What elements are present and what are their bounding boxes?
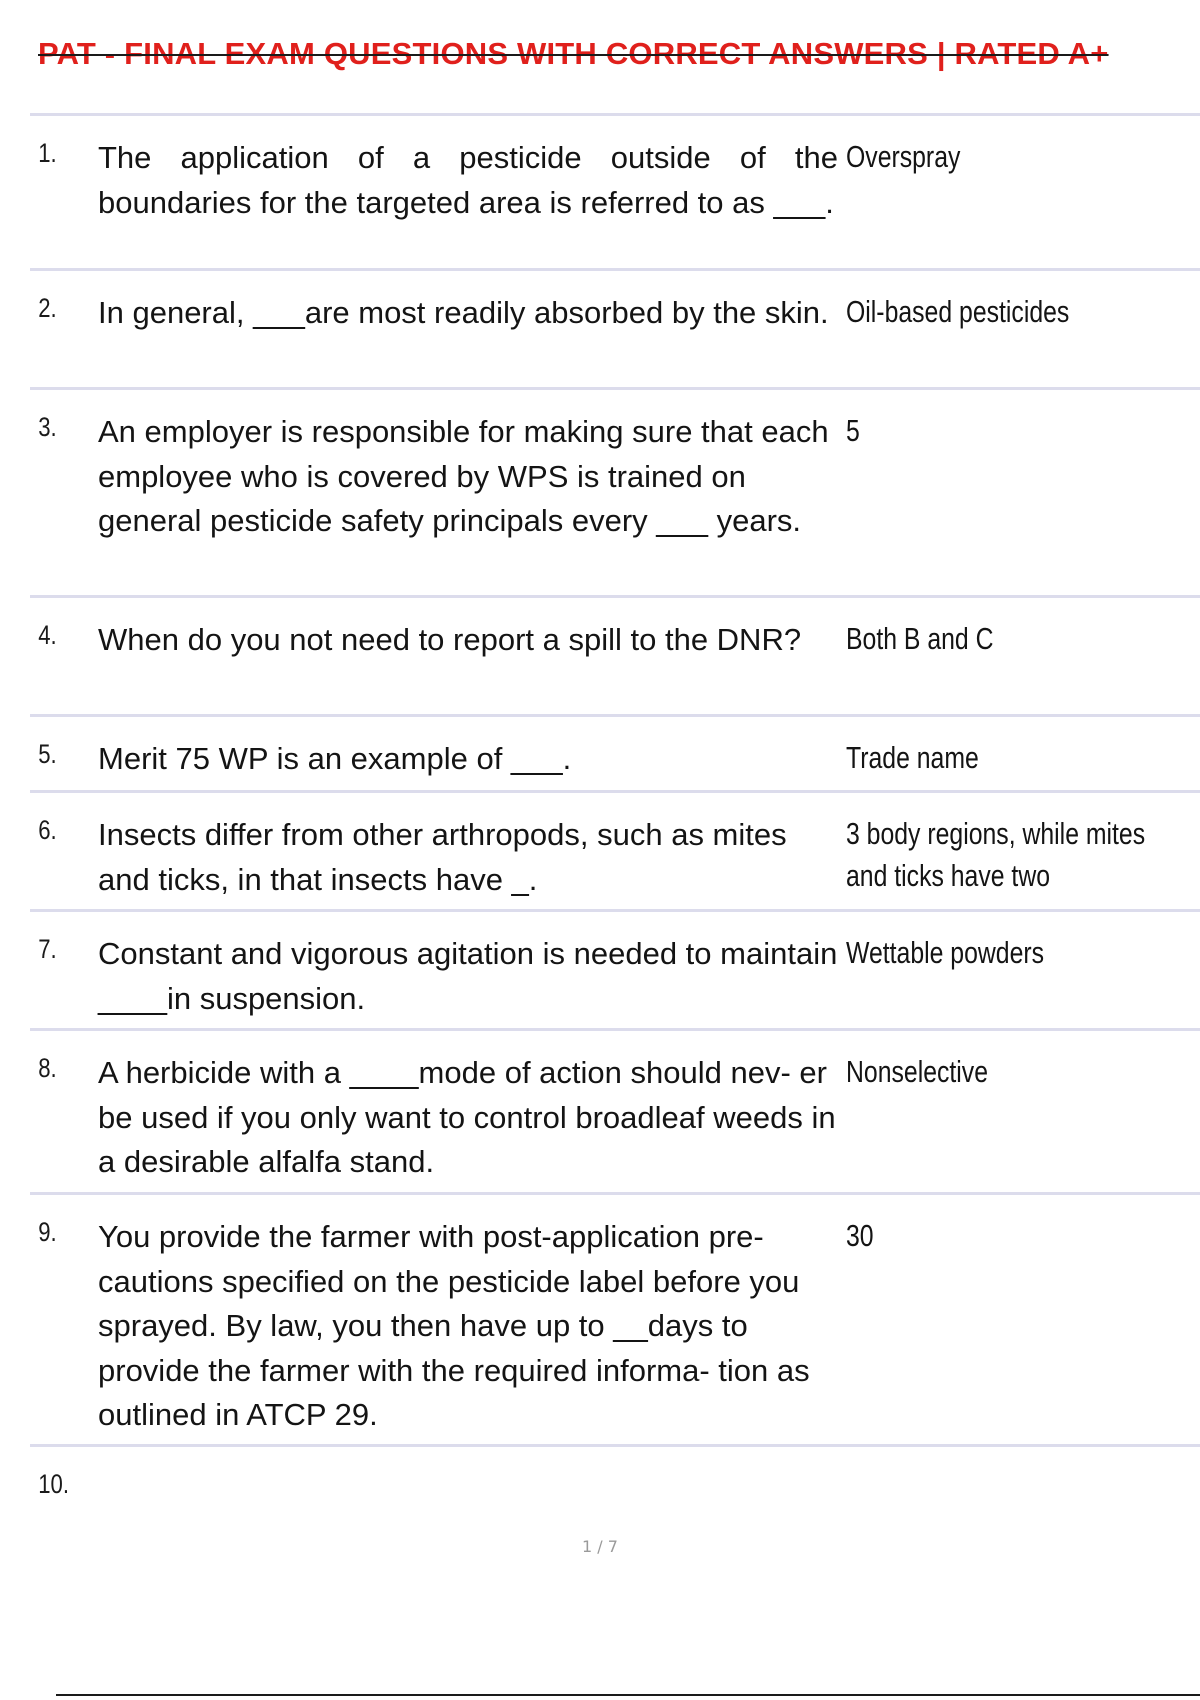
question-text: Merit 75 WP is an example of ___. [98, 741, 572, 776]
answer-value: Overspray [846, 139, 961, 174]
answer-value: 30 [846, 1218, 874, 1253]
qa-row-1 [30, 116, 1200, 271]
answer-text [838, 793, 1200, 909]
answer-text [838, 116, 1200, 268]
answer-value: Trade name [846, 740, 979, 775]
question-number: 8. [38, 1053, 57, 1083]
qa-row-7 [30, 912, 1200, 1031]
answer-text [838, 271, 1200, 387]
question-text [98, 1447, 838, 1517]
question-number: 2. [38, 293, 57, 323]
question-number: 6. [38, 815, 57, 845]
document-title: PAT - FINAL EXAM QUESTIONS WITH CORRECT ANSWERS | RATED A+ [38, 36, 1109, 71]
qa-row-8 [30, 1031, 1200, 1195]
answer-text [838, 912, 1200, 1028]
qa-row-6 [30, 793, 1200, 912]
qa-row-10 [30, 1447, 1200, 1517]
answer-value: Oil-based pesticides [846, 294, 1070, 329]
qa-row-4 [30, 598, 1200, 717]
answer-text [838, 598, 1200, 714]
qa-row-5 [30, 717, 1200, 793]
answer-text [838, 390, 1200, 595]
question-number: 7. [38, 934, 57, 964]
answer-value: 3 body regions, while mites and ticks have two [846, 816, 1146, 893]
question-number: 10. [38, 1469, 69, 1499]
answer-value: 5 [846, 413, 860, 448]
question-text: Insects differ from other arthropods, such as mites and ticks, in that insects have _. [98, 817, 787, 897]
answer-value: Both B and C [846, 621, 994, 656]
answer-value: Wettable powders [846, 935, 1045, 970]
qa-row-2 [30, 271, 1200, 390]
question-number: 4. [38, 620, 57, 650]
answer-text [838, 1447, 1200, 1517]
qa-list [30, 113, 1200, 1517]
answer-value: Nonselective [846, 1054, 988, 1089]
answer-text [838, 1195, 1200, 1444]
page-indicator: 1 / 7 [582, 1537, 618, 1556]
question-text: Constant and vigorous agitation is needed to maintain ____in suspension. [98, 936, 838, 1016]
question-text: In general, ___are most readily absorbed by the skin. [98, 295, 829, 330]
question-text: You provide the farmer with post-application pre- cautions specified on the pesticide label before you sprayed. By law, you then have up to __days to provide the farmer with the required informa- tion as outlined in ATCP 29. [98, 1219, 810, 1432]
question-number: 1. [38, 138, 57, 168]
question-number: 5. [38, 739, 57, 769]
question-number: 3. [38, 412, 57, 442]
question-text: An employer is responsible for making sure that each employee who is covered by WPS is trained on general pesticide safety principals every ___ years. [98, 414, 829, 538]
question-text: A herbicide with a ____mode of action should nev- er be used if you only want to control broadleaf weeds in a desirable alfalfa stand. [98, 1055, 836, 1179]
qa-row-3 [30, 390, 1200, 598]
answer-text [838, 717, 1200, 790]
question-text: When do you not need to report a spill to the DNR? [98, 622, 802, 657]
answer-text [838, 1031, 1200, 1192]
qa-row-9 [30, 1195, 1200, 1447]
footer-divider [56, 1694, 1200, 1696]
question-text: The application of a pesticide outside of the boundaries for the targeted area is referred to as ___. [98, 140, 838, 220]
question-number: 9. [38, 1217, 57, 1247]
